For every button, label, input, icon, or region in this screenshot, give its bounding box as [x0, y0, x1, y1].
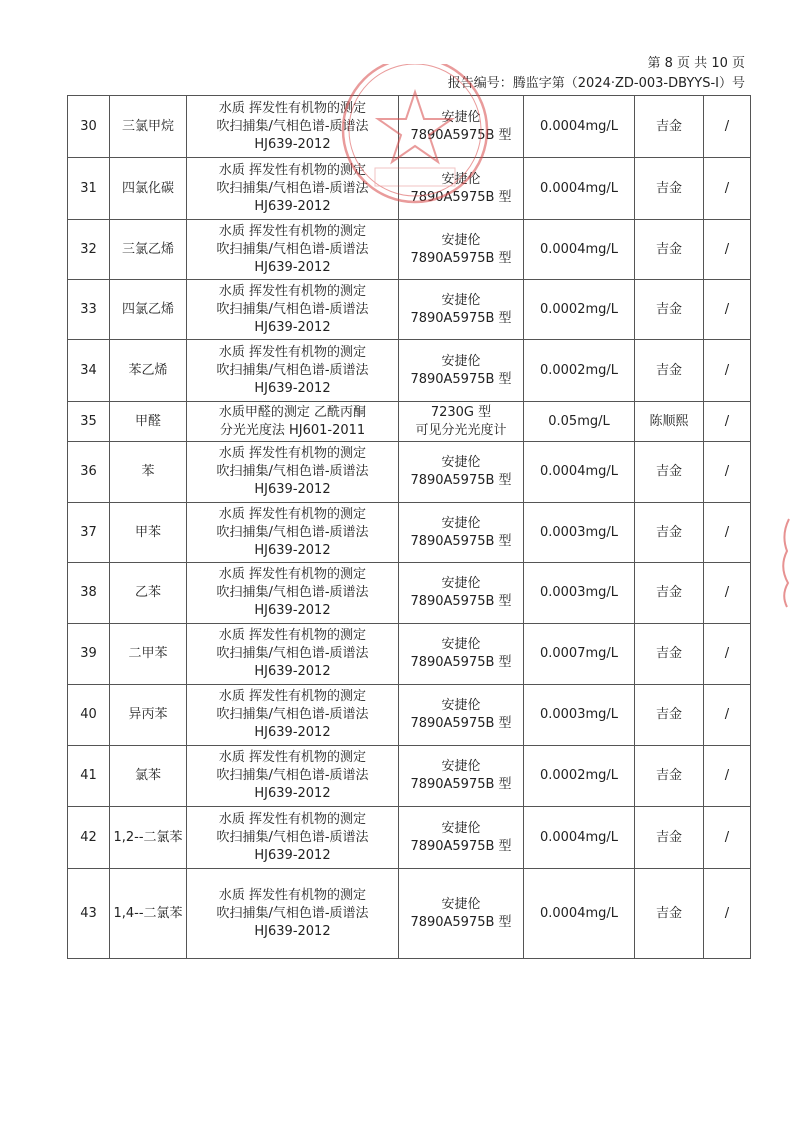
row-number-cell: 37: [68, 503, 110, 563]
test-method-cell: 水质 挥发性有机物的测定 吹扫捕集/气相色谱-质谱法 HJ639-2012: [187, 624, 399, 685]
instrument-cell: 安捷伦 7890A5975B 型: [399, 869, 524, 959]
detection-limit-cell: 0.05mg/L: [524, 402, 635, 442]
item-name-cell: 二甲苯: [110, 624, 187, 685]
instrument-cell: 安捷伦 7890A5975B 型: [399, 340, 524, 402]
instrument-cell: 安捷伦 7890A5975B 型: [399, 503, 524, 563]
table-row: [68, 402, 751, 442]
instrument-cell: 安捷伦 7890A5975B 型: [399, 220, 524, 280]
table-row: [68, 158, 751, 220]
item-name-cell: 三氯乙烯: [110, 220, 187, 280]
item-name-cell: 三氯甲烷: [110, 96, 187, 158]
row-number-cell: 42: [68, 807, 110, 869]
item-name-cell: 异丙苯: [110, 685, 187, 746]
note-cell: /: [704, 442, 751, 503]
row-number-cell: 32: [68, 220, 110, 280]
table-row: [68, 503, 751, 563]
detection-limit-cell: 0.0004mg/L: [524, 869, 635, 959]
results-table-body: [68, 96, 751, 959]
analyst-cell: 吉金: [635, 624, 704, 685]
row-number-cell: 43: [68, 869, 110, 959]
table-row: [68, 442, 751, 503]
note-cell: /: [704, 624, 751, 685]
note-cell: /: [704, 869, 751, 959]
test-method-cell: 水质 挥发性有机物的测定 吹扫捕集/气相色谱-质谱法 HJ639-2012: [187, 746, 399, 807]
row-number-cell: 30: [68, 96, 110, 158]
table-row: [68, 280, 751, 340]
detection-limit-cell: 0.0004mg/L: [524, 96, 635, 158]
results-table: [67, 95, 751, 959]
note-cell: /: [704, 685, 751, 746]
item-name-cell: 甲醛: [110, 402, 187, 442]
note-cell: /: [704, 563, 751, 624]
test-method-cell: 水质 挥发性有机物的测定 吹扫捕集/气相色谱-质谱法 HJ639-2012: [187, 158, 399, 220]
table-row: [68, 685, 751, 746]
item-name-cell: 四氯乙烯: [110, 280, 187, 340]
analyst-cell: 吉金: [635, 746, 704, 807]
row-number-cell: 34: [68, 340, 110, 402]
analyst-cell: 吉金: [635, 869, 704, 959]
analyst-cell: 吉金: [635, 340, 704, 402]
instrument-cell: 安捷伦 7890A5975B 型: [399, 563, 524, 624]
page-info: 第 8 页 共 10 页: [647, 56, 745, 71]
analyst-cell: 吉金: [635, 807, 704, 869]
analyst-cell: 吉金: [635, 503, 704, 563]
detection-limit-cell: 0.0002mg/L: [524, 746, 635, 807]
analyst-cell: 吉金: [635, 220, 704, 280]
instrument-cell: 安捷伦 7890A5975B 型: [399, 807, 524, 869]
item-name-cell: 苯: [110, 442, 187, 503]
table-row: [68, 624, 751, 685]
detection-limit-cell: 0.0002mg/L: [524, 340, 635, 402]
note-cell: /: [704, 96, 751, 158]
detection-limit-cell: 0.0004mg/L: [524, 158, 635, 220]
test-method-cell: 水质 挥发性有机物的测定 吹扫捕集/气相色谱-质谱法 HJ639-2012: [187, 220, 399, 280]
note-cell: /: [704, 746, 751, 807]
detection-limit-cell: 0.0004mg/L: [524, 442, 635, 503]
instrument-cell: 安捷伦 7890A5975B 型: [399, 280, 524, 340]
instrument-cell: 安捷伦 7890A5975B 型: [399, 746, 524, 807]
note-cell: /: [704, 402, 751, 442]
table-row: [68, 869, 751, 959]
row-number-cell: 35: [68, 402, 110, 442]
row-number-cell: 36: [68, 442, 110, 503]
table-row: [68, 96, 751, 158]
note-cell: /: [704, 807, 751, 869]
item-name-cell: 1,4--二氯苯: [110, 869, 187, 959]
table-row: [68, 807, 751, 869]
item-name-cell: 乙苯: [110, 563, 187, 624]
row-number-cell: 40: [68, 685, 110, 746]
note-cell: /: [704, 340, 751, 402]
row-number-cell: 33: [68, 280, 110, 340]
test-method-cell: 水质 挥发性有机物的测定 吹扫捕集/气相色谱-质谱法 HJ639-2012: [187, 563, 399, 624]
analyst-cell: 吉金: [635, 442, 704, 503]
detection-limit-cell: 0.0007mg/L: [524, 624, 635, 685]
page-header: [448, 54, 745, 94]
note-cell: /: [704, 280, 751, 340]
item-name-cell: 甲苯: [110, 503, 187, 563]
table-row: [68, 340, 751, 402]
test-method-cell: 水质 挥发性有机物的测定 吹扫捕集/气相色谱-质谱法 HJ639-2012: [187, 340, 399, 402]
analyst-cell: 陈顺熙: [635, 402, 704, 442]
item-name-cell: 1,2--二氯苯: [110, 807, 187, 869]
analyst-cell: 吉金: [635, 563, 704, 624]
row-number-cell: 38: [68, 563, 110, 624]
detection-limit-cell: 0.0003mg/L: [524, 685, 635, 746]
table-row: [68, 746, 751, 807]
detection-limit-cell: 0.0002mg/L: [524, 280, 635, 340]
instrument-cell: 7230G 型 可见分光光度计: [399, 402, 524, 442]
note-cell: /: [704, 158, 751, 220]
test-method-cell: 水质 挥发性有机物的测定 吹扫捕集/气相色谱-质谱法 HJ639-2012: [187, 807, 399, 869]
analyst-cell: 吉金: [635, 96, 704, 158]
test-method-cell: 水质 挥发性有机物的测定 吹扫捕集/气相色谱-质谱法 HJ639-2012: [187, 503, 399, 563]
test-method-cell: 水质甲醛的测定 乙酰丙酮 分光光度法 HJ601-2011: [187, 402, 399, 442]
detection-limit-cell: 0.0003mg/L: [524, 503, 635, 563]
note-cell: /: [704, 503, 751, 563]
detection-limit-cell: 0.0004mg/L: [524, 807, 635, 869]
detection-limit-cell: 0.0003mg/L: [524, 563, 635, 624]
test-method-cell: 水质 挥发性有机物的测定 吹扫捕集/气相色谱-质谱法 HJ639-2012: [187, 442, 399, 503]
item-name-cell: 四氯化碳: [110, 158, 187, 220]
instrument-cell: 安捷伦 7890A5975B 型: [399, 624, 524, 685]
instrument-cell: 安捷伦 7890A5975B 型: [399, 96, 524, 158]
detection-limit-cell: 0.0004mg/L: [524, 220, 635, 280]
analyst-cell: 吉金: [635, 685, 704, 746]
analyst-cell: 吉金: [635, 280, 704, 340]
test-method-cell: 水质 挥发性有机物的测定 吹扫捕集/气相色谱-质谱法 HJ639-2012: [187, 869, 399, 959]
report-number: 报告编号：腾监字第（2024·ZD-003-DBYYS-I）号: [447, 76, 745, 91]
analyst-cell: 吉金: [635, 158, 704, 220]
instrument-cell: 安捷伦 7890A5975B 型: [399, 685, 524, 746]
edge-seal-fragment: [775, 515, 793, 610]
test-method-cell: 水质 挥发性有机物的测定 吹扫捕集/气相色谱-质谱法 HJ639-2012: [187, 96, 399, 158]
instrument-cell: 安捷伦 7890A5975B 型: [399, 158, 524, 220]
note-cell: /: [704, 220, 751, 280]
test-method-cell: 水质 挥发性有机物的测定 吹扫捕集/气相色谱-质谱法 HJ639-2012: [187, 280, 399, 340]
item-name-cell: 苯乙烯: [110, 340, 187, 402]
table-row: [68, 220, 751, 280]
table-row: [68, 563, 751, 624]
row-number-cell: 39: [68, 624, 110, 685]
instrument-cell: 安捷伦 7890A5975B 型: [399, 442, 524, 503]
row-number-cell: 41: [68, 746, 110, 807]
test-method-cell: 水质 挥发性有机物的测定 吹扫捕集/气相色谱-质谱法 HJ639-2012: [187, 685, 399, 746]
row-number-cell: 31: [68, 158, 110, 220]
item-name-cell: 氯苯: [110, 746, 187, 807]
